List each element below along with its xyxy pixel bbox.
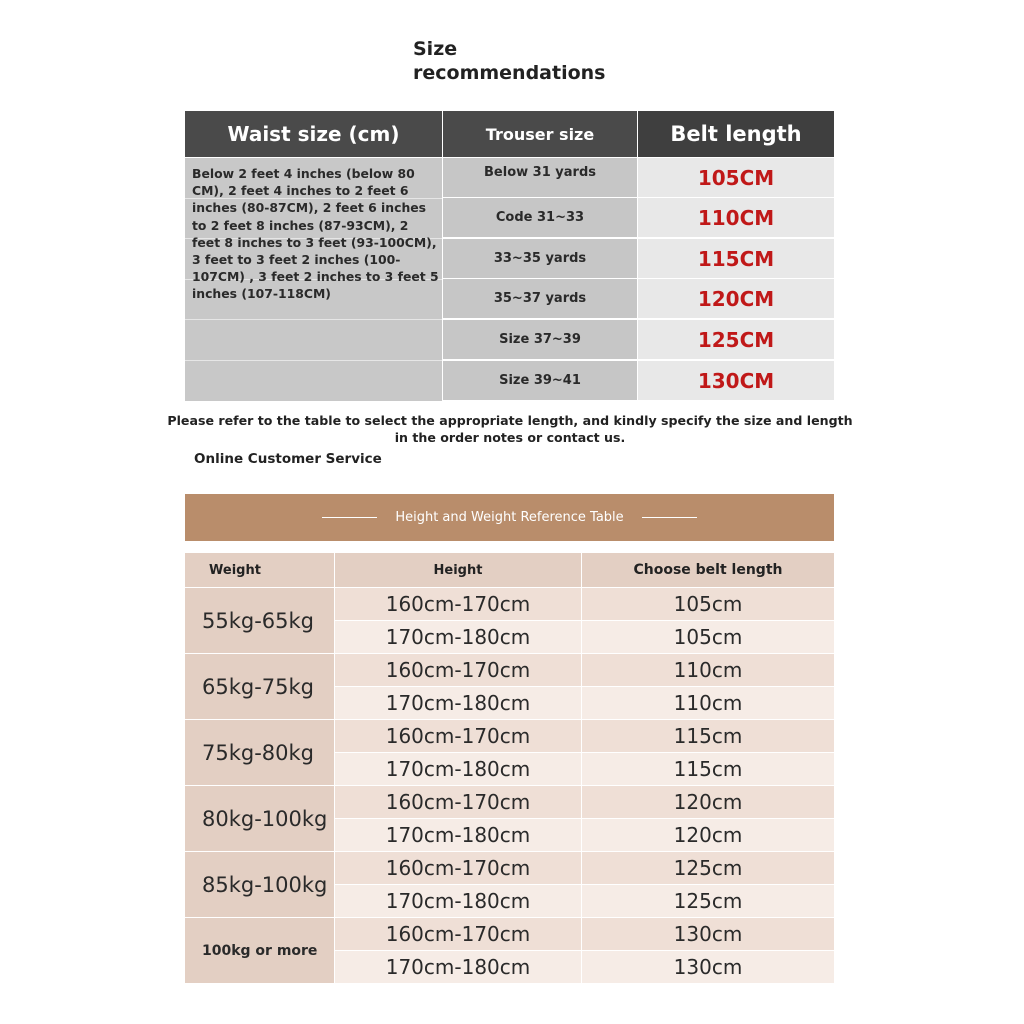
banner-rule-left: [322, 517, 377, 518]
height-cell: 170cm-180cm: [335, 819, 581, 851]
height-cell: 160cm-170cm: [335, 918, 581, 950]
size-recommendation-table: [185, 111, 834, 401]
belt-length-cell: 105CM: [638, 158, 834, 197]
belt-cell: 115cm: [582, 720, 834, 752]
height-cell: 160cm-170cm: [335, 786, 581, 818]
height-cell: 170cm-180cm: [335, 753, 581, 785]
page-title: Size recommendations: [413, 38, 606, 84]
header-trouser-size: Trouser size: [443, 111, 637, 157]
size-row: [443, 239, 834, 278]
size-row: [443, 198, 834, 237]
belt-cell: 120cm: [582, 786, 834, 818]
belt-cell: 105cm: [582, 621, 834, 653]
size-row: [443, 158, 834, 197]
height-cell: 160cm-170cm: [335, 852, 581, 884]
belt-cell: 115cm: [582, 753, 834, 785]
belt-length-cell: 115CM: [638, 239, 834, 278]
belt-length-cell: 130CM: [638, 361, 834, 400]
reference-table-banner: [185, 494, 834, 541]
belt-cell: 110cm: [582, 654, 834, 686]
belt-length-cell: 110CM: [638, 198, 834, 237]
trouser-size-cell: 33~35 yards: [443, 239, 637, 278]
belt-cell: 105cm: [582, 588, 834, 620]
height-cell: 170cm-180cm: [335, 951, 581, 983]
trouser-size-cell: 35~37 yards: [443, 279, 637, 318]
weight-cell: 85kg-100kg: [185, 852, 334, 917]
height-cell: 160cm-170cm: [335, 588, 581, 620]
header-waist-size: Waist size (cm): [185, 111, 442, 157]
belt-cell: 125cm: [582, 852, 834, 884]
belt-length-cell: 125CM: [638, 320, 834, 359]
belt-cell: 110cm: [582, 687, 834, 719]
weight-cell: 80kg-100kg: [185, 786, 334, 851]
trouser-size-cell: Code 31~33: [443, 198, 637, 237]
height-cell: 170cm-180cm: [335, 885, 581, 917]
belt-cell: 125cm: [582, 885, 834, 917]
header-height: Height: [335, 553, 581, 587]
trouser-size-cell: Size 37~39: [443, 320, 637, 359]
weight-cell: 65kg-75kg: [185, 654, 334, 719]
weight-cell: 55kg-65kg: [185, 588, 334, 653]
header-choose-belt-length: Choose belt length: [582, 553, 834, 587]
height-cell: 160cm-170cm: [335, 720, 581, 752]
trouser-size-cell: Size 39~41: [443, 361, 637, 400]
trouser-size-cell: Below 31 yards: [443, 158, 637, 197]
banner-rule-right: [642, 517, 697, 518]
height-cell: 170cm-180cm: [335, 621, 581, 653]
height-cell: 160cm-170cm: [335, 654, 581, 686]
weight-cell: 75kg-80kg: [185, 720, 334, 785]
height-weight-table: [185, 553, 834, 984]
online-customer-service-link[interactable]: Online Customer Service: [194, 451, 382, 467]
belt-cell: 130cm: [582, 951, 834, 983]
height-cell: 170cm-180cm: [335, 687, 581, 719]
banner-title: Height and Weight Reference Table: [395, 510, 624, 525]
header-weight: Weight: [185, 553, 334, 587]
waist-size-text: Below 2 feet 4 inches (below 80 CM), 2 feet 4 inches to 2 feet 6 inches (80-87CM), 2 feet 6 inches to 2 feet 8 inches (87-93CM), 2 feet 8 inches to 3 feet (93-100CM), 3 feet to 3 feet 2 inches (100-107CM) , 3 feet 2 inches to 3 feet 5 inches (107-118CM): [192, 166, 439, 302]
size-row: [443, 361, 834, 400]
order-note: Please refer to the table to select the appropriate length, and kindly specify the size and length in the order notes or contact us.: [167, 413, 853, 445]
size-row: [443, 279, 834, 318]
header-belt-length: Belt length: [638, 111, 834, 157]
row-divider: [185, 319, 442, 320]
weight-cell: 100kg or more: [185, 918, 334, 983]
size-row: [443, 320, 834, 359]
belt-length-cell: 120CM: [638, 279, 834, 318]
belt-cell: 120cm: [582, 819, 834, 851]
row-divider: [185, 360, 442, 361]
belt-cell: 130cm: [582, 918, 834, 950]
waist-size-cell: [185, 158, 442, 401]
